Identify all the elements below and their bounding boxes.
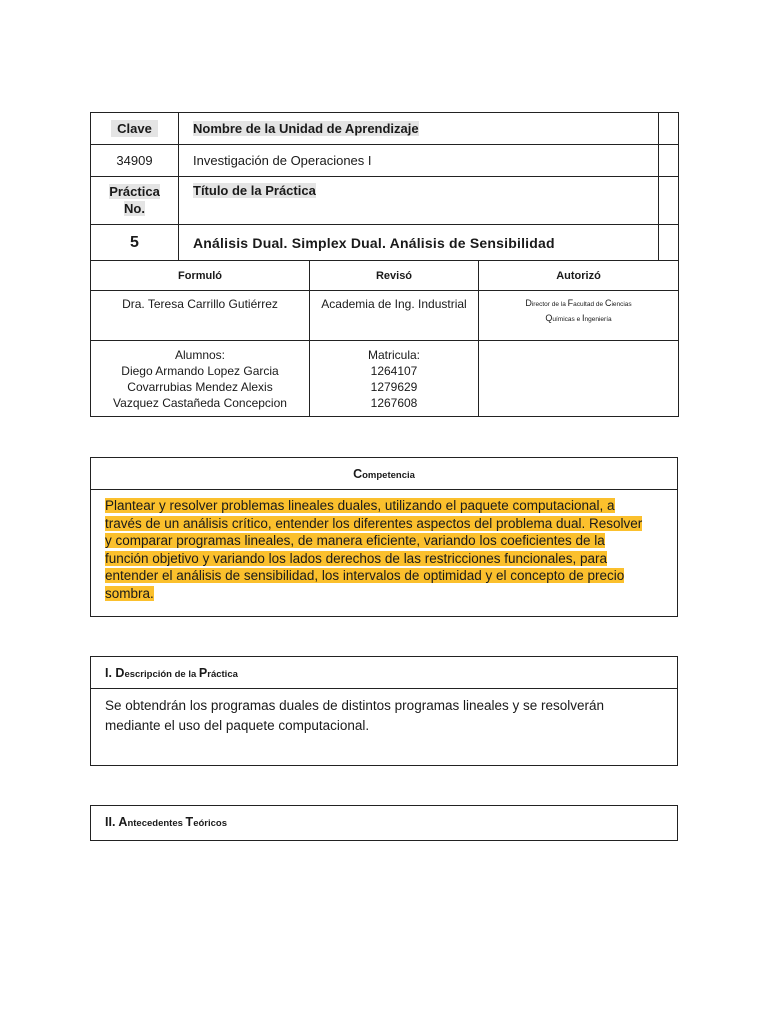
- student-name: Covarrubias Mendez Alexis: [127, 380, 273, 394]
- students-cell: [91, 341, 310, 417]
- matricula-value: 1264107: [370, 364, 418, 378]
- descripcion-title: I. Descripción de la Práctica: [91, 657, 677, 689]
- autorizo-label-cell: [479, 261, 679, 291]
- matricula-label: Matricula:: [367, 348, 420, 362]
- reviso-label-cell: [310, 261, 479, 291]
- student-name: Diego Armando Lopez Garcia: [121, 364, 279, 378]
- formulo-value: Dra. Teresa Carrillo Gutiérrez: [122, 297, 278, 311]
- practica-value: 5: [130, 233, 139, 251]
- practica-value-cell: [91, 225, 179, 261]
- spacer-cell: [659, 113, 679, 145]
- practica-label-cell: [91, 177, 179, 225]
- descripcion-line: Se obtendrán los programas duales de distintos programas lineales y se resolverán: [105, 698, 605, 713]
- antecedentes-title: II. Antecedentes Teóricos: [105, 815, 227, 829]
- competencia-line: través de un análisis crítico, entender los diferentes aspectos del problema dual. Resolver: [105, 515, 643, 531]
- titulo-value: Análisis Dual. Simplex Dual. Análisis de Sensibilidad: [193, 234, 555, 251]
- competencia-title: Competencia: [91, 458, 677, 490]
- reviso-value: Academia de Ing. Industrial: [321, 297, 467, 311]
- descripcion-body: [91, 689, 677, 743]
- titulo-label-cell: [179, 177, 659, 225]
- competencia-line: entender el análisis de sensibilidad, los intervalos de optimidad y el concepto de precio: [105, 568, 625, 583]
- practice-header-table: [90, 112, 679, 417]
- competencia-line: y comparar programas lineales, de manera eficiente, variando los coeficientes de la: [105, 533, 605, 548]
- nombre-label-cell: [179, 113, 659, 145]
- competencia-line: sombra.: [105, 585, 154, 601]
- autorizo-value-line2: Químicas e Ingeniería: [545, 313, 612, 323]
- matriculas-cell: [310, 341, 479, 417]
- formulo-value-cell: [91, 291, 310, 341]
- matricula-value: 1279629: [370, 380, 418, 394]
- competencia-line: función objetivo y variando los lados derechos de las restricciones funcionales, para: [105, 550, 608, 566]
- autorizo-value-line1: Director de la Facultad de Ciencias: [525, 298, 632, 308]
- formulo-label-cell: [91, 261, 310, 291]
- competencia-body: [91, 490, 677, 609]
- nombre-value-cell: [179, 145, 659, 177]
- spacer-cell: [659, 177, 679, 225]
- autorizo-label: Autorizó: [556, 269, 601, 282]
- formulo-label: Formuló: [178, 269, 222, 282]
- practica-label-line1: Práctica: [109, 184, 160, 199]
- autorizo-value-cell: [479, 291, 679, 341]
- competencia-section: [90, 457, 678, 617]
- clave-label: Clave: [111, 120, 158, 137]
- spacer-cell: [659, 225, 679, 261]
- matricula-value: 1267608: [370, 396, 418, 410]
- antecedentes-section: [90, 805, 678, 841]
- clave-label-cell: [91, 113, 179, 145]
- student-name: Vazquez Castañeda Concepcion: [113, 396, 287, 410]
- reviso-label: Revisó: [375, 269, 413, 282]
- spacer-cell: [659, 145, 679, 177]
- descripcion-section: [90, 656, 678, 766]
- reviso-value-cell: [310, 291, 479, 341]
- descripcion-line: mediante el uso del paquete computacional.: [105, 718, 370, 733]
- clave-value: 34909: [116, 153, 153, 168]
- alumnos-label: Alumnos:: [174, 348, 226, 362]
- clave-value-cell: [91, 145, 179, 177]
- nombre-label: Nombre de la Unidad de Aprendizaje: [193, 121, 419, 136]
- practica-label-line2: No.: [124, 201, 145, 216]
- titulo-value-cell: [179, 225, 659, 261]
- titulo-label: Título de la Práctica: [193, 183, 316, 198]
- nombre-value: Investigación de Operaciones I: [193, 153, 372, 168]
- competencia-line: Plantear y resolver problemas lineales duales, utilizando el paquete computacional, a: [105, 498, 615, 513]
- empty-cell: [479, 341, 679, 417]
